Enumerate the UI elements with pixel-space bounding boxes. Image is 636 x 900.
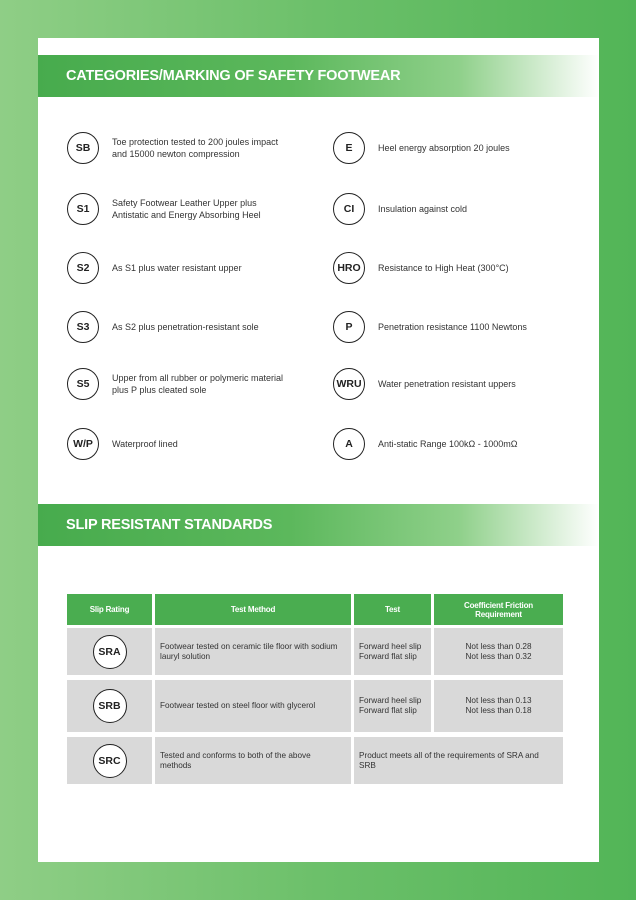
test-method-cell: Footwear tested on steel floor with glycerol <box>155 680 351 732</box>
categories-title: CATEGORIES/MARKING OF SAFETY FOOTWEAR <box>66 68 401 84</box>
category-item-s3 <box>67 311 312 343</box>
test-method-cell: Footwear tested on ceramic tile floor with sodium lauryl solution <box>155 628 351 675</box>
category-description: Upper from all rubber or polymeric material plus P plus cleated sole <box>112 373 284 395</box>
category-badge: HRO <box>333 252 365 284</box>
category-item-a <box>333 428 578 460</box>
slip-title: SLIP RESISTANT STANDARDS <box>66 517 273 533</box>
category-description: Penetration resistance 1100 Newtons <box>378 322 527 332</box>
table-header-method: Test Method <box>155 594 351 625</box>
category-item-s1 <box>67 193 312 225</box>
category-description: Anti-static Range 100kΩ - 1000mΩ <box>378 439 518 449</box>
table-row <box>67 737 152 784</box>
category-item-ci <box>333 193 578 225</box>
test-method-cell: Tested and conforms to both of the above methods <box>155 737 351 784</box>
test-cell: Forward heel slip Forward flat slip <box>354 680 431 732</box>
category-description: Safety Footwear Leather Upper plus Antistatic and Energy Absorbing Heel <box>112 198 261 220</box>
combined-requirement-cell: Product meets all of the requirements of SRA and SRB <box>354 737 563 784</box>
category-item-e <box>333 132 578 164</box>
table-header-rating: Slip Rating <box>67 594 152 625</box>
category-item-s5 <box>67 368 312 400</box>
category-badge: SB <box>67 132 99 164</box>
category-item-wru <box>333 368 578 400</box>
category-badge: S1 <box>67 193 99 225</box>
slip-rating-badge: SRA <box>93 635 127 669</box>
category-badge: A <box>333 428 365 460</box>
category-badge: CI <box>333 193 365 225</box>
coefficient-cell: Not less than 0.13 Not less than 0.18 <box>434 680 563 732</box>
table-row <box>67 628 152 675</box>
table-header-test: Test <box>354 594 431 625</box>
category-description: As S2 plus penetration-resistant sole <box>112 322 259 332</box>
category-badge: W/P <box>67 428 99 460</box>
category-badge: S3 <box>67 311 99 343</box>
category-badge: WRU <box>333 368 365 400</box>
category-badge: P <box>333 311 365 343</box>
category-description: Heel energy absorption 20 joules <box>378 143 510 153</box>
category-item-s2 <box>67 252 312 284</box>
document-page <box>38 38 599 862</box>
category-description: Water penetration resistant uppers <box>378 379 516 389</box>
category-description: Waterproof lined <box>112 439 178 449</box>
table-row <box>67 680 152 732</box>
table-header-coefficient: Coefficient Friction Requirement <box>434 594 563 625</box>
category-item-wp <box>67 428 312 460</box>
slip-header <box>38 504 599 546</box>
categories-header <box>38 55 599 97</box>
category-item-hro <box>333 252 578 284</box>
category-badge: S2 <box>67 252 99 284</box>
category-description: Insulation against cold <box>378 204 468 214</box>
category-badge: S5 <box>67 368 99 400</box>
category-description: Toe protection tested to 200 joules impact and 15000 newton compression <box>112 137 279 159</box>
category-description: Resistance to High Heat (300°C) <box>378 263 509 273</box>
category-item-sb <box>67 132 312 164</box>
category-item-p <box>333 311 578 343</box>
category-description: As S1 plus water resistant upper <box>112 263 242 273</box>
slip-rating-badge: SRB <box>93 689 127 723</box>
slip-rating-badge: SRC <box>93 744 127 778</box>
coefficient-cell: Not less than 0.28 Not less than 0.32 <box>434 628 563 675</box>
test-cell: Forward heel slip Forward flat slip <box>354 628 431 675</box>
category-badge: E <box>333 132 365 164</box>
